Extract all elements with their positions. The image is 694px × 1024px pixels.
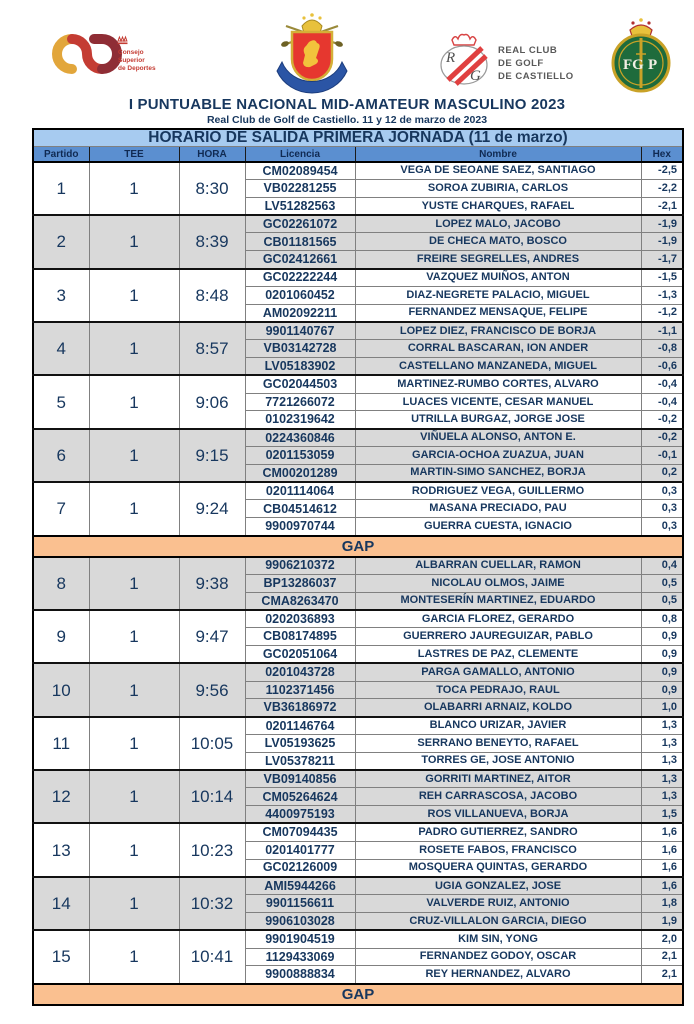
hora-cell: 10:14 xyxy=(179,770,245,823)
hora-cell: 8:48 xyxy=(179,269,245,322)
nombre-cell: KIM SIN, YONG xyxy=(355,930,641,948)
nombre-cell: UTRILLA BURGAZ, JORGE JOSE xyxy=(355,411,641,429)
csd-text-line: Consejo xyxy=(118,49,144,56)
licencia-cell: GC02412661 xyxy=(245,251,355,269)
col-header-hex: Hex xyxy=(641,147,683,162)
col-header-partido: Partido xyxy=(33,147,89,162)
licencia-cell: 0224360846 xyxy=(245,429,355,447)
column-header-row xyxy=(33,147,683,162)
nombre-cell: RODRIGUEZ VEGA, GUILLERMO xyxy=(355,482,641,500)
gap-row xyxy=(33,536,683,557)
hex-cell: -0,8 xyxy=(641,340,683,358)
hora-cell: 8:39 xyxy=(179,215,245,268)
licencia-cell: 9901140767 xyxy=(245,322,355,340)
hex-cell: -0,4 xyxy=(641,375,683,393)
partido-cell: 13 xyxy=(33,823,89,876)
partido-cell: 1 xyxy=(33,162,89,215)
licencia-cell: 9901904519 xyxy=(245,930,355,948)
hex-cell: 1,6 xyxy=(641,823,683,841)
licencia-cell: 0201114064 xyxy=(245,482,355,500)
partido-cell: 4 xyxy=(33,322,89,375)
hex-cell: 1,3 xyxy=(641,735,683,753)
nombre-cell: GORRITI MARTINEZ, AITOR xyxy=(355,770,641,788)
partido-cell: 7 xyxy=(33,482,89,535)
hex-cell: -2,2 xyxy=(641,180,683,198)
table-title: HORARIO DE SALIDA PRIMERA JORNADA (11 de marzo) xyxy=(33,129,683,147)
licencia-cell: 0201146764 xyxy=(245,717,355,735)
licencia-cell: 0201060452 xyxy=(245,286,355,304)
player-row xyxy=(33,823,683,841)
nombre-cell: MOSQUERA QUINTAS, GERARDO xyxy=(355,859,641,877)
castiello-logo xyxy=(426,28,580,88)
tee-cell: 1 xyxy=(89,429,179,482)
nombre-cell: UGIA GONZALEZ, JOSE xyxy=(355,877,641,895)
hex-cell: 0,9 xyxy=(641,628,683,646)
partido-cell: 6 xyxy=(33,429,89,482)
hex-cell: -0,4 xyxy=(641,393,683,411)
partido-cell: 15 xyxy=(33,930,89,983)
nombre-cell: ROSETE FABOS, FRANCISCO xyxy=(355,841,641,859)
hora-cell: 9:56 xyxy=(179,663,245,716)
crown-outline-icon xyxy=(452,35,476,46)
nombre-cell: TOCA PEDRAJO, RAUL xyxy=(355,681,641,699)
player-row xyxy=(33,930,683,948)
col-header-tee: TEE xyxy=(89,147,179,162)
tee-cell: 1 xyxy=(89,162,179,215)
player-row xyxy=(33,375,683,393)
licencia-cell: 0201153059 xyxy=(245,447,355,465)
nombre-cell: VALVERDE RUIZ, ANTONIO xyxy=(355,895,641,913)
tee-cell: 1 xyxy=(89,557,179,610)
hora-cell: 9:47 xyxy=(179,610,245,663)
hex-cell: -0,1 xyxy=(641,447,683,465)
col-header-nombre: Nombre xyxy=(355,147,641,162)
nombre-cell: DIAZ-NEGRETE PALACIO, MIGUEL xyxy=(355,286,641,304)
tee-times-table xyxy=(32,128,684,1006)
csd-text-line: de Deportes xyxy=(118,65,156,72)
castiello-text-line: DE GOLF xyxy=(498,58,544,69)
hora-cell: 10:32 xyxy=(179,877,245,930)
table-title-row xyxy=(33,129,683,147)
tee-cell: 1 xyxy=(89,215,179,268)
licencia-cell: CMA8263470 xyxy=(245,592,355,610)
csd-text-line: Superior xyxy=(118,57,145,64)
gap-row xyxy=(33,984,683,1005)
licencia-cell: 0201043728 xyxy=(245,663,355,681)
hex-cell: -0,2 xyxy=(641,429,683,447)
partido-cell: 8 xyxy=(33,557,89,610)
hex-cell: -2,5 xyxy=(641,162,683,180)
tee-cell: 1 xyxy=(89,717,179,770)
nombre-cell: LOPEZ DIEZ, FRANCISCO DE BORJA xyxy=(355,322,641,340)
tee-cell: 1 xyxy=(89,877,179,930)
licencia-cell: CB08174895 xyxy=(245,628,355,646)
player-row xyxy=(33,877,683,895)
hex-cell: 0,8 xyxy=(641,610,683,628)
licencia-cell: CM02089454 xyxy=(245,162,355,180)
nombre-cell: TORRES GE, JOSE ANTONIO xyxy=(355,752,641,770)
partido-cell: 10 xyxy=(33,663,89,716)
player-row xyxy=(33,663,683,681)
nombre-cell: SOROA ZUBIRIA, CARLOS xyxy=(355,180,641,198)
hex-cell: 0,2 xyxy=(641,464,683,482)
licencia-cell: 0202036893 xyxy=(245,610,355,628)
nombre-cell: ROS VILLANUEVA, BORJA xyxy=(355,806,641,824)
col-header-hora: HORA xyxy=(179,147,245,162)
tee-cell: 1 xyxy=(89,610,179,663)
castiello-text-line: DE CASTIELLO xyxy=(498,71,574,82)
licencia-cell: GC02261072 xyxy=(245,215,355,233)
hex-cell: 1,0 xyxy=(641,699,683,717)
nombre-cell: GUERRERO JAUREGUIZAR, PABLO xyxy=(355,628,641,646)
tee-cell: 1 xyxy=(89,322,179,375)
tee-cell: 1 xyxy=(89,269,179,322)
hora-cell: 10:05 xyxy=(179,717,245,770)
nombre-cell: CORRAL BASCARAN, ION ANDER xyxy=(355,340,641,358)
crown-icon xyxy=(630,18,652,36)
nombre-cell: YUSTE CHARQUES, RAFAEL xyxy=(355,197,641,215)
badge-monogram-right: P xyxy=(648,57,658,73)
hora-cell: 9:24 xyxy=(179,482,245,535)
partido-cell: 3 xyxy=(33,269,89,322)
licencia-cell: CM00201289 xyxy=(245,464,355,482)
licencia-cell: CM05264624 xyxy=(245,788,355,806)
nombre-cell: BLANCO URIZAR, JAVIER xyxy=(355,717,641,735)
nombre-cell: MONTESERÍN MARTINEZ, EDUARDO xyxy=(355,592,641,610)
partido-cell: 2 xyxy=(33,215,89,268)
hex-cell: -1,3 xyxy=(641,286,683,304)
licencia-cell: 0102319642 xyxy=(245,411,355,429)
nombre-cell: FERNANDEZ MENSAQUE, FELIPE xyxy=(355,304,641,322)
tee-cell: 1 xyxy=(89,930,179,983)
partido-cell: 14 xyxy=(33,877,89,930)
tee-cell: 1 xyxy=(89,375,179,428)
hex-cell: -0,2 xyxy=(641,411,683,429)
csd-logo xyxy=(42,26,164,90)
badge-monogram-left: FG xyxy=(623,57,644,73)
gap-label: GAP xyxy=(33,984,683,1005)
licencia-cell: CB04514612 xyxy=(245,500,355,518)
nombre-cell: GUERRA CUESTA, IGNACIO xyxy=(355,518,641,536)
partido-cell: 9 xyxy=(33,610,89,663)
hex-cell: 0,9 xyxy=(641,663,683,681)
nombre-cell: MASANA PRECIADO, PAU xyxy=(355,500,641,518)
player-row xyxy=(33,717,683,735)
nombre-cell: LASTRES DE PAZ, CLEMENTE xyxy=(355,646,641,664)
hex-cell: -2,1 xyxy=(641,197,683,215)
hex-cell: 0,3 xyxy=(641,500,683,518)
licencia-cell: GC02051064 xyxy=(245,646,355,664)
player-row xyxy=(33,770,683,788)
licencia-cell: VB02281255 xyxy=(245,180,355,198)
hex-cell: -1,9 xyxy=(641,215,683,233)
hora-cell: 9:06 xyxy=(179,375,245,428)
hex-cell: 0,3 xyxy=(641,482,683,500)
partido-cell: 12 xyxy=(33,770,89,823)
licencia-cell: VB36186972 xyxy=(245,699,355,717)
event-subtitle: Real Club de Golf de Castiello. 11 y 12 de marzo de 2023 xyxy=(206,114,488,126)
nombre-cell: CASTELLANO MANZANEDA, MIGUEL xyxy=(355,358,641,376)
player-row xyxy=(33,322,683,340)
licencia-cell: AMI5944266 xyxy=(245,877,355,895)
licencia-cell: CM07094435 xyxy=(245,823,355,841)
licencia-cell: BP13286037 xyxy=(245,574,355,592)
tee-cell: 1 xyxy=(89,482,179,535)
hex-cell: 1,3 xyxy=(641,717,683,735)
player-row xyxy=(33,610,683,628)
col-header-licencia: Licencia xyxy=(245,147,355,162)
page-header xyxy=(0,0,694,128)
gap-label: GAP xyxy=(33,536,683,557)
hex-cell: -1,7 xyxy=(641,251,683,269)
partido-cell: 11 xyxy=(33,717,89,770)
hex-cell: 0,9 xyxy=(641,646,683,664)
licencia-cell: GC02044503 xyxy=(245,375,355,393)
asturias-golf-federation-badge xyxy=(606,14,676,98)
nombre-cell: OLABARRI ARNAIZ, KOLDO xyxy=(355,699,641,717)
hora-cell: 10:23 xyxy=(179,823,245,876)
nombre-cell: FREIRE SEGRELLES, ANDRES xyxy=(355,251,641,269)
hex-cell: 1,3 xyxy=(641,788,683,806)
tee-cell: 1 xyxy=(89,823,179,876)
nombre-cell: PARGA GAMALLO, ANTONIO xyxy=(355,663,641,681)
nombre-cell: FERNANDEZ GODOY, OSCAR xyxy=(355,948,641,966)
hex-cell: 0,5 xyxy=(641,592,683,610)
hora-cell: 9:38 xyxy=(179,557,245,610)
licencia-cell: GC02222244 xyxy=(245,269,355,287)
licencia-cell: 9906103028 xyxy=(245,912,355,930)
partido-cell: 5 xyxy=(33,375,89,428)
licencia-cell: LV05193625 xyxy=(245,735,355,753)
hora-cell: 10:41 xyxy=(179,930,245,983)
licencia-cell: VB03142728 xyxy=(245,340,355,358)
crown-icon xyxy=(302,13,322,33)
licencia-cell: 1102371456 xyxy=(245,681,355,699)
hora-cell: 9:15 xyxy=(179,429,245,482)
hex-cell: 0,4 xyxy=(641,557,683,575)
hex-cell: 1,5 xyxy=(641,806,683,824)
hora-cell: 8:30 xyxy=(179,162,245,215)
tee-cell: 1 xyxy=(89,770,179,823)
hex-cell: -1,1 xyxy=(641,322,683,340)
player-row xyxy=(33,215,683,233)
hex-cell: 1,6 xyxy=(641,841,683,859)
licencia-cell: LV51282563 xyxy=(245,197,355,215)
nombre-cell: LUACES VICENTE, CESAR MANUEL xyxy=(355,393,641,411)
nombre-cell: SERRANO BENEYTO, RAFAEL xyxy=(355,735,641,753)
tee-cell: 1 xyxy=(89,663,179,716)
hex-cell: 0,3 xyxy=(641,518,683,536)
licencia-cell: VB09140856 xyxy=(245,770,355,788)
nombre-cell: GARCIA-OCHOA ZUAZUA, JUAN xyxy=(355,447,641,465)
licencia-cell: CB01181565 xyxy=(245,233,355,251)
hex-cell: 1,8 xyxy=(641,895,683,913)
nombre-cell: LOPEZ MALO, JACOBO xyxy=(355,215,641,233)
letter-g: G xyxy=(470,68,481,84)
hex-cell: -1,5 xyxy=(641,269,683,287)
nombre-cell: PADRO GUTIERREZ, SANDRO xyxy=(355,823,641,841)
nombre-cell: VEGA DE SEOANE SAEZ, SANTIAGO xyxy=(355,162,641,180)
hex-cell: 2,0 xyxy=(641,930,683,948)
nombre-cell: DE CHECA MATO, BOSCO xyxy=(355,233,641,251)
nombre-cell: MARTINEZ-RUMBO CORTES, ALVARO xyxy=(355,375,641,393)
hex-cell: 1,9 xyxy=(641,912,683,930)
licencia-cell: LV05183902 xyxy=(245,358,355,376)
hex-cell: -1,2 xyxy=(641,304,683,322)
player-row xyxy=(33,557,683,575)
hex-cell: 1,6 xyxy=(641,877,683,895)
hex-cell: 0,9 xyxy=(641,681,683,699)
licencia-cell: 0201401777 xyxy=(245,841,355,859)
nombre-cell: VIÑUELA ALONSO, ANTON E. xyxy=(355,429,641,447)
letter-r: R xyxy=(446,50,456,66)
licencia-cell: 4400975193 xyxy=(245,806,355,824)
licencia-cell: 7721266072 xyxy=(245,393,355,411)
rfeg-crest-logo xyxy=(276,10,348,100)
player-row xyxy=(33,482,683,500)
licencia-cell: 9900888834 xyxy=(245,966,355,984)
nombre-cell: MARTIN-SIMO SANCHEZ, BORJA xyxy=(355,464,641,482)
csd-crown-icon xyxy=(118,37,128,44)
hex-cell: 1,6 xyxy=(641,859,683,877)
schedule-table-body xyxy=(33,162,683,1005)
hex-cell: 1,3 xyxy=(641,752,683,770)
player-row xyxy=(33,162,683,180)
nombre-cell: VAZQUEZ MUIÑOS, ANTON xyxy=(355,269,641,287)
nombre-cell: REY HERNANDEZ, ALVARO xyxy=(355,966,641,984)
licencia-cell: 9906210372 xyxy=(245,557,355,575)
hex-cell: 2,1 xyxy=(641,966,683,984)
castiello-text-line: REAL CLUB xyxy=(498,45,558,56)
nombre-cell: GARCIA FLOREZ, GERARDO xyxy=(355,610,641,628)
hex-cell: 2,1 xyxy=(641,948,683,966)
hex-cell: 1,3 xyxy=(641,770,683,788)
nombre-cell: REH CARRASCOSA, JACOBO xyxy=(355,788,641,806)
licencia-cell: 9901156611 xyxy=(245,895,355,913)
licencia-cell: GC02126009 xyxy=(245,859,355,877)
licencia-cell: 9900970744 xyxy=(245,518,355,536)
hex-cell: 0,5 xyxy=(641,574,683,592)
player-row xyxy=(33,429,683,447)
hora-cell: 8:57 xyxy=(179,322,245,375)
licencia-cell: 1129433069 xyxy=(245,948,355,966)
event-title: I PUNTUABLE NACIONAL MID-AMATEUR MASCULINO 2023 xyxy=(128,96,566,113)
licencia-cell: AM02092211 xyxy=(245,304,355,322)
hex-cell: -0,6 xyxy=(641,358,683,376)
licencia-cell: LV05378211 xyxy=(245,752,355,770)
player-row xyxy=(33,269,683,287)
nombre-cell: CRUZ-VILLALON GARCIA, DIEGO xyxy=(355,912,641,930)
nombre-cell: ALBARRAN CUELLAR, RAMON xyxy=(355,557,641,575)
nombre-cell: NICOLAU OLMOS, JAIME xyxy=(355,574,641,592)
hex-cell: -1,9 xyxy=(641,233,683,251)
